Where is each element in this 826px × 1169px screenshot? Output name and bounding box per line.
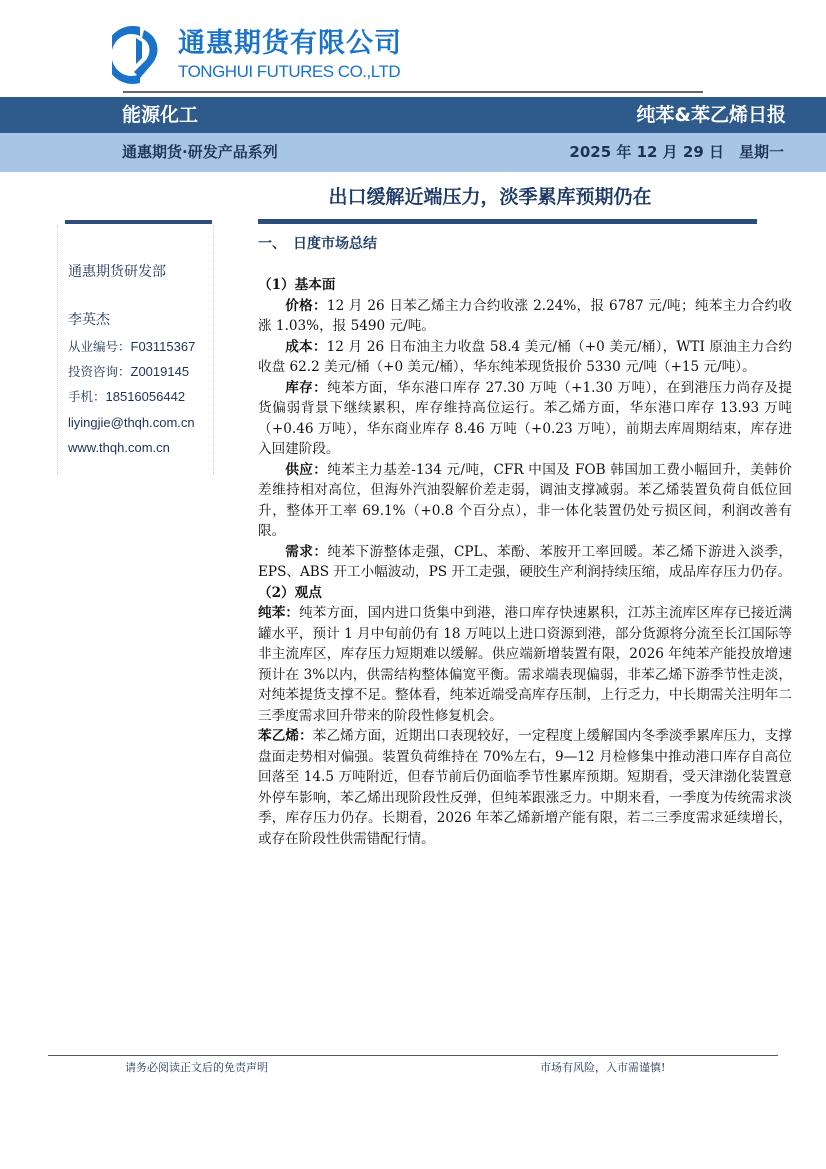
report-title: 出口缓解近端压力，淡季累库预期仍在: [328, 186, 652, 208]
para-text: 苯乙烯方面，近期出口表现较好，一定程度上缓解国内冬季淡季累库压力，支撑盘面走势相对偏强。装置负荷维持在 70%左右，9—12 月检修集中推动港口库存自高位回落至 14.5 万吨附近，但春节前后仍面临季节性累库预期。短期看，受天津渤化装置意外停车影响，苯乙烯出现阶段性反弹，但纯苯跟涨乏力。中期来看，一季度为传统需求淡季，库存压力仍存。长期看，2026 年苯乙烯新增产能有限，若二三季度需求延续增长，或存在阶段性供需错配行情。: [258, 728, 792, 847]
risk-warning: 市场有风险，入市需谨慎!: [540, 1061, 666, 1074]
header-band: [0, 97, 826, 133]
paragraph-benzene-view: [258, 603, 792, 726]
paragraph-cost: [258, 337, 792, 378]
email-link[interactable]: liyingjie@thqh.com.cn: [68, 415, 195, 430]
main-rule: [258, 219, 757, 224]
report-name: 纯苯&苯乙烯日报: [636, 104, 786, 126]
para-label: 纯苯：: [258, 605, 300, 621]
consult-label: 投资咨询：: [68, 364, 131, 379]
consult-row: [68, 363, 189, 381]
para-label: 需求：: [285, 543, 328, 560]
para-text: 12 月 26 日苯乙烯主力合约收涨 2.24%，报 6787 元/吨；纯苯主力合约收涨 1.03%，报 5490 元/吨。: [258, 297, 792, 334]
para-text: 纯苯方面，国内进口货集中到港，港口库存快速累积，江苏主流库区库存已接近满罐水平，预计 1 月中旬前仍有 18 万吨以上进口资源到港，部分货源将分流至长江国际等非主流库区，库存压力短期难以缓解。供应端新增装置有限，2026 年纯苯产能投放增速预计在 3%以内，供需结构整体偏宽平衡。需求端表现偏弱，非苯乙烯下游季节性走淡，对纯苯提货支撑不足。整体看，纯苯近端受高库存压制，上行乏力，中长期需关注明年二三季度需求回升带来的阶段性修复机会。: [258, 605, 793, 724]
footer-divider: [48, 1055, 778, 1056]
company-name-cn: 通惠期货有限公司: [178, 28, 402, 59]
subheader-band: [0, 133, 826, 172]
para-text: 纯苯主力基差-134 元/吨，CFR 中国及 FOB 韩国加工费小幅回升，美韩价差维持相对高位，但海外汽油裂解价差走弱，调油支撑减弱。苯乙烯装置负荷自低位回升，整体开工率 69.1%（+0.8 个百分点），非一体化装置仍处亏损区间，利润改善有限。: [258, 461, 792, 539]
logo-wordmark: [178, 27, 402, 83]
phone-label: 手机：: [68, 389, 106, 404]
para-label: 价格：: [285, 297, 327, 314]
analyst-name: 李英杰: [68, 312, 110, 328]
phone-number: 18516056442: [105, 389, 186, 404]
section-heading: 一、 日度市场总结: [258, 236, 377, 252]
company-logo: [112, 22, 402, 88]
sector-label: 能源化工: [122, 104, 199, 126]
subheading-views: （2）观点: [258, 584, 322, 601]
subheading-fundamentals: （1）基本面: [258, 277, 336, 293]
paragraph-price: [258, 296, 792, 337]
consult-number: Z0019145: [130, 364, 190, 379]
company-name-en: TONGHUI FUTURES CO.,LTD: [178, 62, 401, 81]
paragraph-demand: [258, 542, 792, 583]
license-number: F03115367: [130, 339, 196, 354]
paragraph-inventory: [258, 378, 792, 460]
sidebar-border: [213, 225, 214, 475]
paragraph-supply: [258, 460, 792, 542]
website-link[interactable]: www.thqh.com.cn: [68, 440, 170, 455]
report-body: [258, 275, 792, 849]
series-label: 通惠期货·研发产品系列: [122, 143, 278, 161]
para-text: 纯苯下游整体走强，CPL、苯酚、苯胺开工率回暖。苯乙烯下游进入淡季，EPS、ABS 开工小幅波动，PS 开工走强，硬胶生产利润持续压缩，成品库存压力仍存。: [258, 543, 793, 580]
license-label: 从业编号：: [68, 339, 131, 354]
paragraph-styrene-view: [258, 726, 792, 849]
license-row: [68, 338, 195, 356]
para-label: 苯乙烯：: [258, 728, 313, 744]
para-label: 库存：: [285, 379, 328, 396]
para-text: 12 月 26 日布油主力收盘 58.4 美元/桶（+0 美元/桶），WTI 原油主力合约收盘 62.2 美元/桶（+0 美元/桶），华东纯苯现货报价 5330 元/吨（+15 元/吨）。: [258, 338, 793, 375]
para-label: 成本：: [285, 338, 327, 355]
logo-icon: [112, 24, 168, 86]
research-dept: 通惠期货研发部: [68, 264, 166, 280]
phone-row: [68, 388, 185, 406]
sidebar-rule: [65, 220, 212, 224]
sidebar-border: [57, 225, 58, 475]
para-text: 纯苯方面，华东港口库存 27.30 万吨（+1.30 万吨），在到港压力尚存及提货偏弱背景下继续累积，库存维持高位运行。苯乙烯方面，华东港口库存 13.93 万吨（+0.46 万吨），华东商业库存 8.46 万吨（+0.23 万吨），前期去库周期结束，库存进入回建阶段。: [258, 379, 792, 457]
header-divider: [123, 91, 703, 93]
para-label: 供应：: [285, 461, 328, 478]
report-date: 2025 年 12 月 29 日 星期一: [569, 143, 784, 161]
disclaimer-note: 请务必阅读正文后的免责声明: [125, 1061, 268, 1074]
